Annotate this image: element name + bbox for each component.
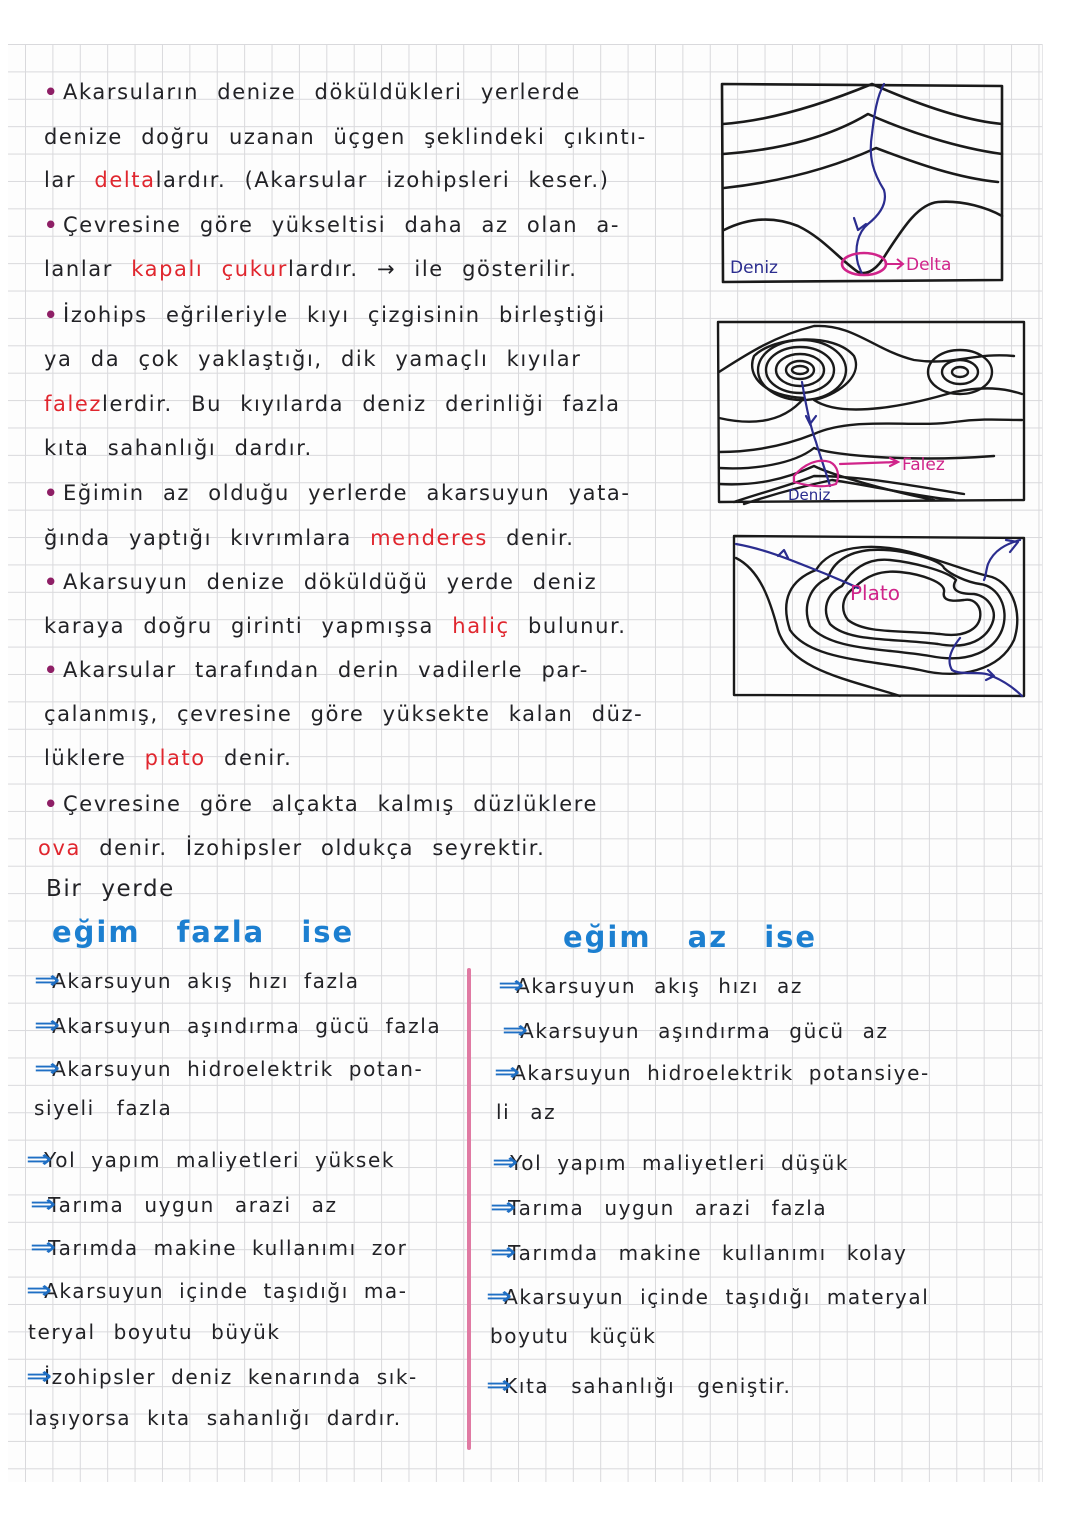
note-kapali-cukur-line-1: • Çevresine göre yükseltisi daha az olan a- <box>44 213 621 237</box>
diagram-delta-feature-label: Delta <box>906 255 952 275</box>
double-arrow-icon: ⇒ <box>486 1282 505 1310</box>
bullet-icon: • <box>44 303 60 327</box>
keyword-kapali-cukur: kapalı çukur <box>131 257 288 281</box>
double-arrow-icon: ⇒ <box>490 1193 509 1221</box>
left-item-5: ⇒Tarıma uygun arazi az <box>30 1190 338 1218</box>
note-kapali-cukur-line-2: lanlar kapalı çukurlardır. → ile gösterilir. <box>44 257 578 281</box>
keyword-falez: falez <box>44 392 103 416</box>
note-falez-line-4: kıta sahanlığı dardır. <box>44 436 313 460</box>
right-item-7: ⇒Akarsuyun içinde taşıdığı materyal <box>486 1282 930 1310</box>
note-falez-line-3: falezlerdir. Bu kıyılarda deniz derinliği fazla <box>44 392 621 416</box>
diagram-delta <box>718 78 1013 286</box>
note-falez-line-1: • İzohips eğrileriyle kıyı çizgisinin birleştiği <box>44 303 606 327</box>
note-menderes-line-1: • Eğimin az olduğu yerlerde akarsuyun yata- <box>44 481 631 505</box>
note-plato-line-1: • Akarsular tarafından derin vadilerle par- <box>44 658 589 682</box>
left-item-3-cont: siyeli fazla <box>34 1096 173 1120</box>
plato-contour-sketch <box>730 530 1030 700</box>
left-item-7-cont: teryal boyutu büyük <box>28 1320 281 1344</box>
double-arrow-icon: ⇒ <box>34 966 53 994</box>
double-arrow-icon: ⇒ <box>34 1011 53 1039</box>
diagram-plato <box>730 530 1030 700</box>
double-arrow-icon: ⇒ <box>30 1190 49 1218</box>
note-intro-bir-yerde: Bir yerde <box>46 876 175 902</box>
double-arrow-icon: ⇒ <box>30 1233 49 1261</box>
note-falez-line-2: ya da çok yaklaştığı, dik yamaçlı kıyılar <box>44 347 582 371</box>
bullet-icon: • <box>44 792 60 816</box>
double-arrow-icon: ⇒ <box>26 1276 45 1304</box>
diagram-falez <box>714 316 1029 506</box>
note-ova-line-1: • Çevresine göre alçakta kalmış düzlüklere <box>44 792 599 816</box>
bullet-icon: • <box>44 481 60 505</box>
right-item-8: ⇒Kıta sahanlığı geniştir. <box>486 1371 792 1399</box>
note-delta-line-1: • Akarsuların denize döküldükleri yerlerde <box>44 80 581 104</box>
right-item-3: ⇒Akarsuyun hidroelektrik potansiye- <box>494 1058 930 1086</box>
note-plato-line-2: çalanmış, çevresine göre yüksekte kalan düz- <box>44 702 644 726</box>
double-arrow-icon: ⇒ <box>492 1148 511 1176</box>
keyword-plato: plato <box>144 746 206 770</box>
heading-egim-fazla: eğim fazla ise <box>52 915 355 949</box>
keyword-ova: ova <box>38 836 81 860</box>
note-halic-line-2: karaya doğru girinti yapmışsa haliç bulunur. <box>44 614 627 638</box>
keyword-menderes: menderes <box>370 526 488 550</box>
keyword-delta: delta <box>94 168 156 192</box>
bullet-icon: • <box>44 570 60 594</box>
right-item-5: ⇒Tarıma uygun arazi fazla <box>490 1193 828 1221</box>
delta-contour-sketch <box>718 78 1013 286</box>
bullet-icon: • <box>44 213 60 237</box>
bullet-icon: • <box>44 80 60 104</box>
note-ova-line-2: ova denir. İzohipsler oldukça seyrektir. <box>38 836 546 860</box>
heading-egim-az: eğim az ise <box>563 920 818 954</box>
right-item-4: ⇒Yol yapım maliyetleri düşük <box>492 1148 850 1176</box>
note-halic-line-1: • Akarsuyun denize döküldüğü yerde deniz <box>44 570 598 594</box>
diagram-delta-sea-label: Deniz <box>730 258 778 278</box>
left-item-2: ⇒Akarsuyun aşındırma gücü fazla <box>34 1011 442 1039</box>
note-plato-line-3: lüklere plato denir. <box>44 746 293 770</box>
right-item-1: ⇒Akarsuyun akış hızı az <box>498 971 803 999</box>
note-delta-line-2: denize doğru uzanan üçgen şeklindeki çıkıntı- <box>44 125 647 149</box>
double-arrow-icon: ⇒ <box>26 1145 45 1173</box>
double-arrow-icon: ⇒ <box>34 1054 53 1082</box>
note-menderes-line-2: ğında yaptığı kıvrımlara menderes denir. <box>44 526 575 550</box>
falez-contour-sketch <box>714 316 1029 506</box>
column-divider <box>467 968 471 1450</box>
note-delta-line-3: lar deltalardır. (Akarsular izohipsleri keser.) <box>44 168 610 192</box>
left-item-8: ⇒İzohipsler deniz kenarında sık- <box>26 1362 418 1390</box>
diagram-falez-feature-label: Falez <box>902 455 945 475</box>
left-item-6: ⇒Tarımda makine kullanımı zor <box>30 1233 408 1261</box>
double-arrow-icon: ⇒ <box>486 1371 505 1399</box>
keyword-halic: haliç <box>452 614 510 638</box>
diagram-plato-feature-label: Plato <box>850 581 900 605</box>
double-arrow-icon: ⇒ <box>26 1362 45 1390</box>
left-item-4: ⇒Yol yapım maliyetleri yüksek <box>26 1145 396 1173</box>
diagram-falez-sea-label: Deniz <box>788 486 831 504</box>
double-arrow-icon: ⇒ <box>502 1016 521 1044</box>
right-item-2: ⇒Akarsuyun aşındırma gücü az <box>502 1016 889 1044</box>
left-item-1: ⇒Akarsuyun akış hızı fazla <box>34 966 360 994</box>
right-item-3-cont: li az <box>496 1100 557 1124</box>
double-arrow-icon: ⇒ <box>498 971 517 999</box>
left-item-8-cont: laşıyorsa kıta sahanlığı dardır. <box>28 1406 402 1430</box>
right-item-7-cont: boyutu küçük <box>490 1324 657 1348</box>
double-arrow-icon: ⇒ <box>494 1058 513 1086</box>
double-arrow-icon: ⇒ <box>490 1238 509 1266</box>
bullet-icon: • <box>44 658 60 682</box>
right-item-6: ⇒Tarımda makine kullanımı kolay <box>490 1238 908 1266</box>
left-item-7: ⇒Akarsuyun içinde taşıdığı ma- <box>26 1276 408 1304</box>
left-item-3: ⇒Akarsuyun hidroelektrik potan- <box>34 1054 424 1082</box>
